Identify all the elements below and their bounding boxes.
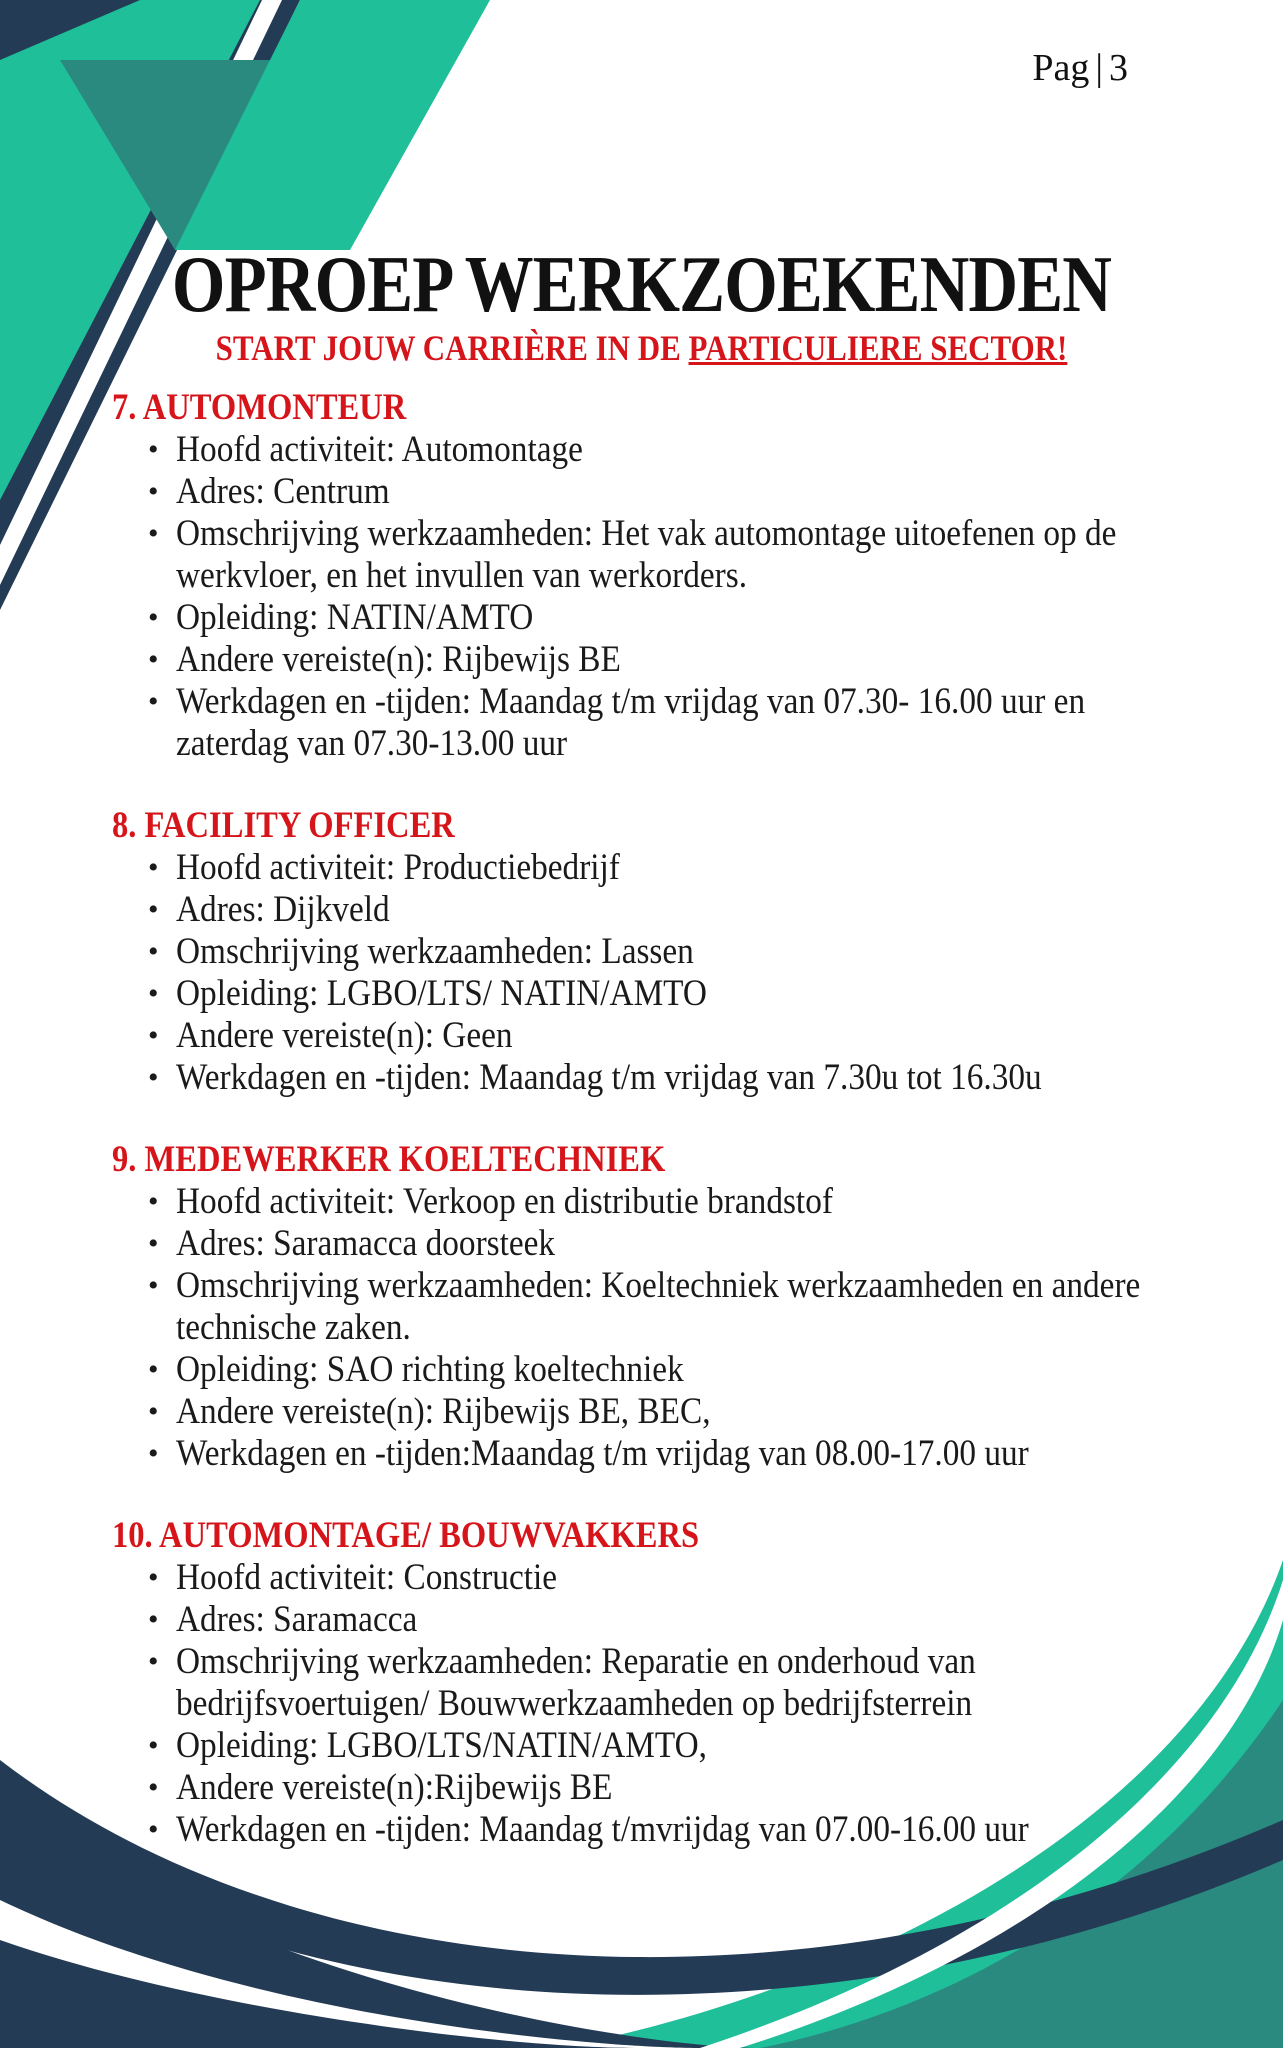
detail-text: Hoofd activiteit: Productiebedrijf bbox=[176, 847, 620, 888]
detail-item bbox=[148, 1015, 1142, 1057]
detail-item bbox=[148, 1391, 1142, 1433]
bullet-icon: • bbox=[148, 601, 159, 634]
detail-item bbox=[148, 931, 1142, 973]
detail-text: Adres: Saramacca bbox=[176, 1599, 418, 1640]
detail-item bbox=[148, 1641, 1142, 1683]
detail-text: Adres: Saramacca doorsteek bbox=[176, 1223, 556, 1264]
bullet-icon: • bbox=[148, 475, 159, 508]
vacancy-details bbox=[112, 1557, 1142, 1851]
bullet-icon: • bbox=[148, 1603, 159, 1636]
detail-item-continuation bbox=[176, 1683, 1142, 1725]
bullet-icon: • bbox=[148, 977, 159, 1010]
bullet-icon: • bbox=[148, 1061, 159, 1094]
detail-text: werkvloer, en het invullen van werkorders. bbox=[176, 555, 748, 596]
page-number-value: 3 bbox=[1109, 47, 1128, 89]
bullet-icon: • bbox=[148, 1771, 159, 1804]
detail-text: bedrijfsvoertuigen/ Bouwwerkzaamheden op bedrijfsterrein bbox=[176, 1683, 973, 1724]
page-number bbox=[1032, 46, 1128, 90]
detail-item bbox=[148, 1725, 1142, 1767]
detail-item bbox=[148, 1181, 1142, 1223]
bullet-icon: • bbox=[148, 1729, 159, 1762]
detail-text: zaterdag van 07.30-13.00 uur bbox=[176, 723, 568, 764]
detail-item-continuation bbox=[176, 723, 1142, 765]
vacancy-title: 10. AUTOMONTAGE/ BOUWVAKKERS bbox=[112, 1515, 700, 1556]
detail-item bbox=[148, 471, 1142, 513]
detail-text: Andere vereiste(n):Rijbewijs BE bbox=[176, 1767, 613, 1808]
detail-text: Omschrijving werkzaamheden: Lassen bbox=[176, 931, 694, 972]
detail-item bbox=[148, 429, 1142, 471]
detail-text: Adres: Dijkveld bbox=[176, 889, 390, 930]
vacancy-title: 8. FACILITY OFFICER bbox=[112, 805, 455, 846]
detail-item bbox=[148, 1349, 1142, 1391]
vacancy-automonteur bbox=[112, 387, 1142, 765]
page-title: OPROEP WERKZOEKENDEN bbox=[171, 241, 1112, 329]
detail-text: Omschrijving werkzaamheden: Koeltechniek werkzaamheden en andere bbox=[176, 1265, 1141, 1306]
page-label: Pag bbox=[1032, 47, 1090, 89]
bullet-icon: • bbox=[148, 1437, 159, 1470]
vacancy-details bbox=[112, 429, 1142, 765]
bullet-icon: • bbox=[148, 935, 159, 968]
bullet-icon: • bbox=[148, 1395, 159, 1428]
detail-text: Adres: Centrum bbox=[176, 471, 390, 512]
vacancy-koeltechniek bbox=[112, 1139, 1142, 1475]
vacancy-list bbox=[112, 387, 1142, 1891]
detail-text: Omschrijving werkzaamheden: Reparatie en onderhoud van bbox=[176, 1641, 976, 1682]
detail-item bbox=[148, 1433, 1142, 1475]
bullet-icon: • bbox=[148, 1561, 159, 1594]
detail-item bbox=[148, 1767, 1142, 1809]
bullet-icon: • bbox=[148, 1019, 159, 1052]
detail-text: Andere vereiste(n): Rijbewijs BE bbox=[176, 639, 621, 680]
detail-item-continuation bbox=[176, 1307, 1142, 1349]
vacancy-bouwvakkers bbox=[112, 1515, 1142, 1851]
bullet-icon: • bbox=[148, 851, 159, 884]
detail-item bbox=[148, 681, 1142, 723]
bullet-icon: • bbox=[148, 433, 159, 466]
subtitle-prefix: START JOUW CARRIÈRE IN DE bbox=[215, 328, 689, 368]
detail-text: Werkdagen en -tijden: Maandag t/mvrijdag van 07.00-16.00 uur bbox=[176, 1809, 1029, 1850]
detail-item bbox=[148, 513, 1142, 555]
bullet-icon: • bbox=[148, 893, 159, 926]
bullet-icon: • bbox=[148, 1645, 159, 1678]
detail-item bbox=[148, 1599, 1142, 1641]
detail-item bbox=[148, 889, 1142, 931]
bullet-icon: • bbox=[148, 1227, 159, 1260]
vacancy-details bbox=[112, 847, 1142, 1099]
detail-text: technische zaken. bbox=[176, 1307, 411, 1348]
bullet-icon: • bbox=[148, 1269, 159, 1302]
vacancy-title: 7. AUTOMONTEUR bbox=[112, 387, 407, 428]
bullet-icon: • bbox=[148, 1185, 159, 1218]
detail-text: Hoofd activiteit: Automontage bbox=[176, 429, 583, 470]
subtitle-underlined: PARTICULIERE SECTOR! bbox=[688, 328, 1068, 368]
vacancy-facility-officer bbox=[112, 805, 1142, 1099]
bullet-icon: • bbox=[148, 517, 159, 550]
detail-item bbox=[148, 1265, 1142, 1307]
vacancy-details bbox=[112, 1181, 1142, 1475]
detail-text: Werkdagen en -tijden: Maandag t/m vrijdag van 07.30- 16.00 uur en bbox=[176, 681, 1086, 722]
detail-item-continuation bbox=[176, 555, 1142, 597]
detail-item bbox=[148, 639, 1142, 681]
detail-item bbox=[148, 1057, 1142, 1099]
detail-text: Opleiding: NATIN/AMTO bbox=[176, 597, 534, 638]
detail-text: Werkdagen en -tijden:Maandag t/m vrijdag van 08.00-17.00 uur bbox=[176, 1433, 1029, 1474]
detail-text: Opleiding: LGBO/LTS/ NATIN/AMTO bbox=[176, 973, 707, 1014]
vacancy-title: 9. MEDEWERKER KOELTECHNIEK bbox=[112, 1139, 666, 1180]
bullet-icon: • bbox=[148, 1353, 159, 1386]
bullet-icon: • bbox=[148, 643, 159, 676]
detail-item bbox=[148, 1557, 1142, 1599]
detail-item bbox=[148, 597, 1142, 639]
detail-text: Hoofd activiteit: Constructie bbox=[176, 1557, 558, 1598]
detail-item bbox=[148, 973, 1142, 1015]
bullet-icon: • bbox=[148, 685, 159, 718]
detail-item bbox=[148, 847, 1142, 889]
page-subtitle bbox=[90, 330, 1193, 366]
detail-text: Werkdagen en -tijden: Maandag t/m vrijdag van 7.30u tot 16.30u bbox=[176, 1057, 1042, 1098]
detail-text: Andere vereiste(n): Rijbewijs BE, BEC, bbox=[176, 1391, 711, 1432]
detail-item bbox=[148, 1809, 1142, 1851]
detail-text: Opleiding: SAO richting koeltechniek bbox=[176, 1349, 684, 1390]
detail-text: Hoofd activiteit: Verkoop en distributie brandstof bbox=[176, 1181, 833, 1222]
detail-item bbox=[148, 1223, 1142, 1265]
page-separator: | bbox=[1095, 47, 1103, 89]
detail-text: Opleiding: LGBO/LTS/NATIN/AMTO, bbox=[176, 1725, 707, 1766]
detail-text: Omschrijving werkzaamheden: Het vak automontage uitoefenen op de bbox=[176, 513, 1117, 554]
detail-text: Andere vereiste(n): Geen bbox=[176, 1015, 513, 1056]
bullet-icon: • bbox=[148, 1813, 159, 1846]
